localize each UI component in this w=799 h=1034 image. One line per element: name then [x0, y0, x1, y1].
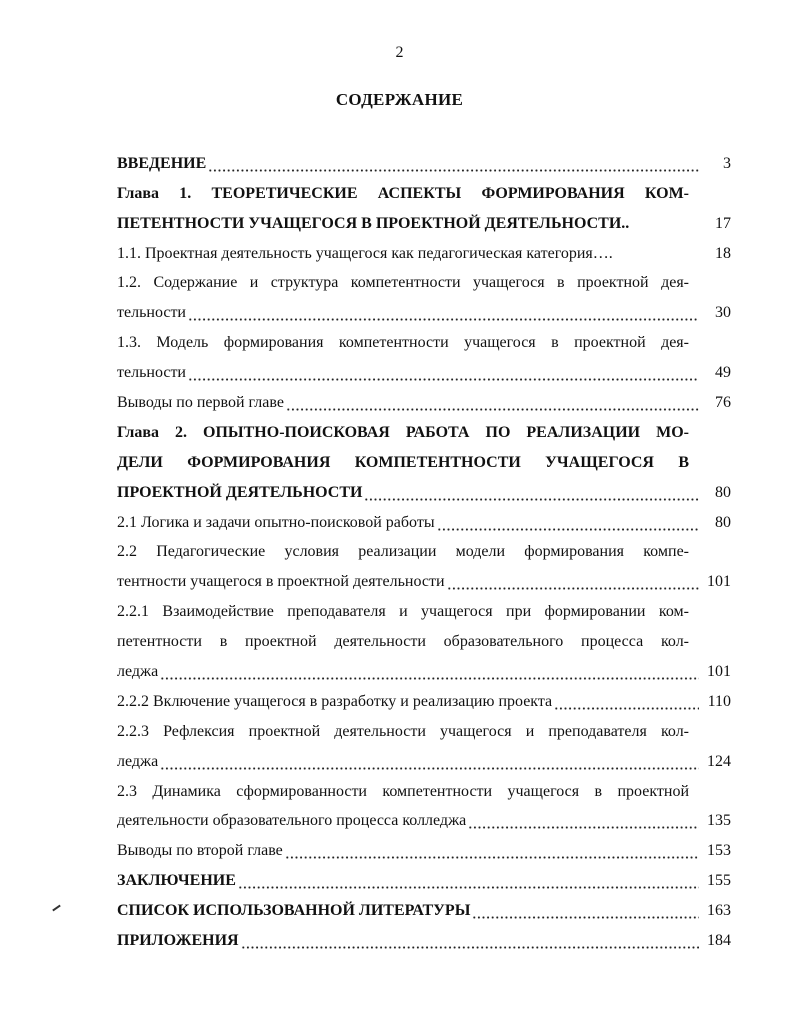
- toc-leader: [472, 901, 699, 923]
- toc-entry-title: ПРОЕКТНОЙ ДЕЯТЕЛЬНОСТИ: [117, 483, 363, 501]
- toc-leader: [285, 841, 699, 863]
- toc-entry-title: 2.1 Логика и задачи опытно-поисковой работы: [117, 513, 435, 531]
- toc-page-number: 76: [715, 394, 731, 412]
- toc-entry-title: Глава 2. ОПЫТНО-ПОИСКОВАЯ РАБОТА ПО РЕАЛИЗАЦИИ МО-: [117, 423, 689, 441]
- toc-page-number: 80: [715, 483, 731, 501]
- toc-entry-title: Выводы по второй главе: [117, 842, 283, 860]
- toc-entry-chapter2-line3: [117, 475, 731, 505]
- toc-entry-conclusions-ch1: [117, 385, 731, 415]
- toc-entry-title: СПИСОК ИСПОЛЬЗОВАННОЙ ЛИТЕРАТУРЫ: [117, 902, 471, 920]
- toc-entry-2-3-line2: [117, 804, 731, 834]
- toc-page-number: 124: [707, 752, 731, 770]
- toc-leader: [468, 811, 699, 833]
- toc-entry-title: ПЕТЕНТНОСТИ УЧАЩЕГОСЯ В ПРОЕКТНОЙ ДЕЯТЕЛЬНОСТИ..: [117, 214, 630, 232]
- toc-entry-2-2-1-line3: [117, 654, 731, 684]
- toc-page-number: 101: [707, 573, 731, 591]
- toc-entry-intro: [117, 146, 731, 176]
- toc-leader: [241, 931, 699, 953]
- toc-entry-conclusions-ch2: [117, 833, 731, 863]
- toc-entry-2-2-3-line2: [117, 744, 731, 774]
- toc-entry-title: ЗАКЛЮЧЕНИЕ: [117, 872, 236, 890]
- toc-page-number: 17: [715, 214, 731, 232]
- toc-entry-2-2-1-line1: [117, 594, 731, 624]
- toc-page-number: 30: [715, 304, 731, 322]
- toc-page-number: 153: [707, 842, 731, 860]
- pen-mark: [52, 905, 61, 912]
- toc-entry-2-2-1-line2: [117, 624, 731, 654]
- toc-page-number: 163: [707, 902, 731, 920]
- toc-entry-chapter1-line1: [117, 176, 731, 206]
- toc-leader: [364, 483, 699, 505]
- toc-page-number: 110: [707, 692, 731, 710]
- toc-entry-title: петентности в проектной деятельности образовательного процесса кол-: [117, 633, 689, 651]
- toc-entry-2-2-line2: [117, 564, 731, 594]
- page-number: 2: [395, 44, 404, 61]
- toc-entry-title: тельности: [117, 304, 186, 322]
- toc-entry-chapter1-line2: [117, 206, 731, 236]
- toc-entry-1-1: [117, 236, 731, 266]
- toc-entry-title: леджа: [117, 663, 159, 681]
- toc-entry-title: 1.2. Содержание и структура компетентности учащегося в проектной дея-: [117, 274, 689, 292]
- toc-leader: [447, 572, 699, 594]
- toc-leader: [208, 154, 699, 176]
- toc-entry-title: 2.3 Динамика сформированности компетентности учащегося в проектной: [117, 782, 689, 800]
- toc-entry-title: леджа: [117, 752, 159, 770]
- toc-entry-2-2-line1: [117, 535, 731, 565]
- toc-page-number: 3: [723, 154, 731, 172]
- toc-entry-title: 1.1. Проектная деятельность учащегося как педагогическая категория….: [117, 244, 613, 262]
- toc-entry-title: 2.2.1 Взаимодействие преподавателя и учащегося при формировании ком-: [117, 603, 689, 621]
- toc-page-number: 80: [715, 513, 731, 531]
- toc-page-number: 184: [707, 932, 731, 950]
- toc-entry-title: тельности: [117, 364, 186, 382]
- toc-entry-chapter2-line2: [117, 445, 731, 475]
- toc-entry-title: 1.3. Модель формирования компетентности учащегося в проектной дея-: [117, 334, 689, 352]
- toc-page-number: 135: [707, 812, 731, 830]
- toc-entry-1-3-line1: [117, 325, 731, 355]
- toc-leader: [160, 662, 699, 684]
- page-title: СОДЕРЖАНИЕ: [335, 90, 464, 109]
- toc-entry-2-2-3-line1: [117, 714, 731, 744]
- toc-entry-appendix: [117, 923, 731, 953]
- toc-entry-title: 2.2.3 Рефлексия проектной деятельности учащегося и преподавателя кол-: [117, 722, 689, 740]
- toc-entry-2-2-2: [117, 684, 731, 714]
- toc-page-number: 101: [707, 663, 731, 681]
- toc-leader: [286, 393, 699, 415]
- toc-entry-2-1: [117, 505, 731, 535]
- toc-leader: [238, 871, 699, 893]
- table-of-contents: [117, 146, 731, 953]
- toc-entry-title: ВВЕДЕНИЕ: [117, 154, 207, 172]
- toc-entry-title: 2.2.2 Включение учащегося в разработку и реализацию проекта: [117, 692, 553, 710]
- toc-entry-conclusion: [117, 863, 731, 893]
- toc-entry-title: Выводы по первой главе: [117, 394, 284, 412]
- toc-page-number: 155: [707, 872, 731, 890]
- toc-entry-title: деятельности образовательного процесса колледжа: [117, 812, 467, 830]
- toc-entry-chapter2-line1: [117, 415, 731, 445]
- toc-entry-title: ДЕЛИ ФОРМИРОВАНИЯ КОМПЕТЕНТНОСТИ УЧАЩЕГОСЯ В: [117, 453, 689, 471]
- toc-leader: [160, 752, 699, 774]
- toc-entry-1-2-line2: [117, 295, 731, 325]
- toc-entry-1-2-line1: [117, 266, 731, 296]
- toc-page-number: 18: [715, 244, 731, 262]
- toc-leader: [554, 692, 699, 714]
- toc-entry-references: [117, 893, 731, 923]
- toc-entry-title: ПРИЛОЖЕНИЯ: [117, 932, 239, 950]
- toc-page-number: 49: [715, 364, 731, 382]
- toc-leader: [437, 513, 699, 535]
- toc-entry-title: 2.2 Педагогические условия реализации модели формирования компе-: [117, 543, 689, 561]
- toc-leader: [188, 363, 699, 385]
- toc-entry-title: Глава 1. ТЕОРЕТИЧЕСКИЕ АСПЕКТЫ ФОРМИРОВАНИЯ КОМ-: [117, 184, 689, 202]
- toc-entry-1-3-line2: [117, 355, 731, 385]
- toc-entry-title: тентности учащегося в проектной деятельности: [117, 573, 445, 591]
- toc-leader: [188, 303, 699, 325]
- toc-entry-2-3-line1: [117, 774, 731, 804]
